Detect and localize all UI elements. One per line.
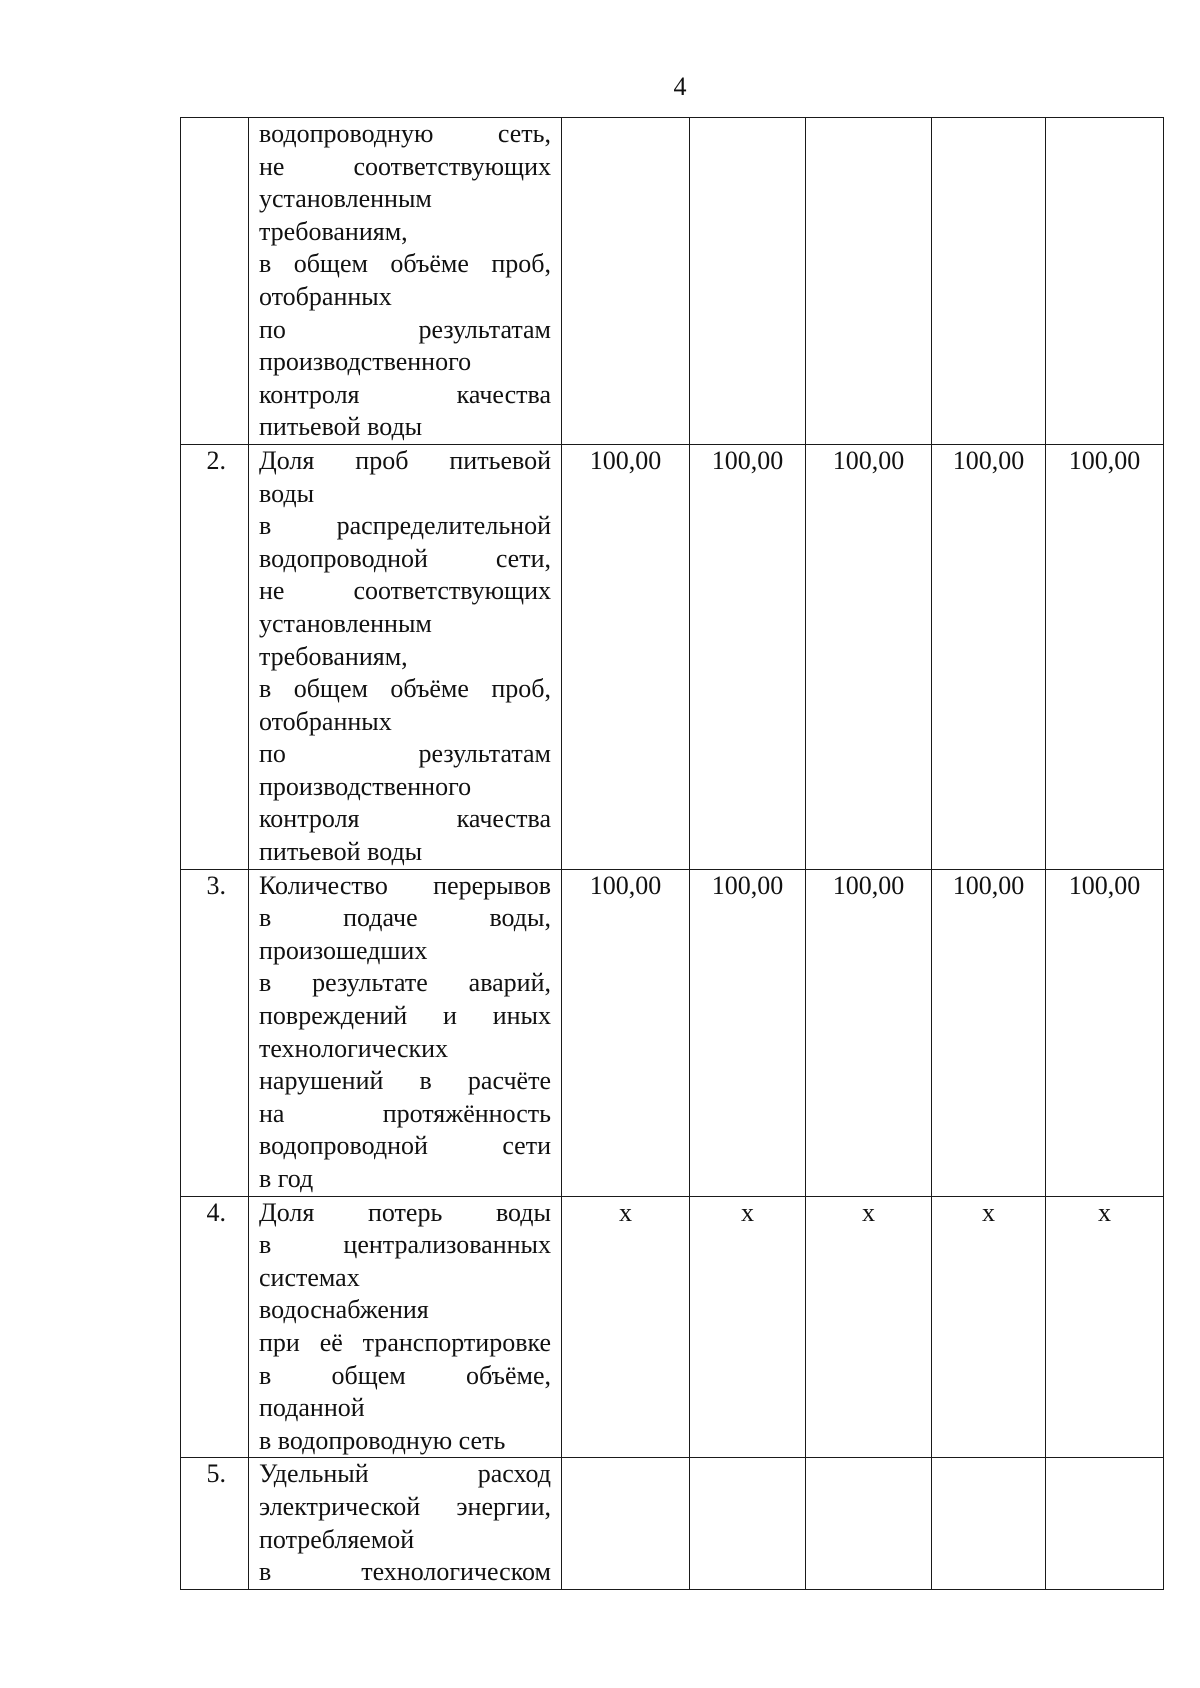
- indicator-text-line: в общем объёме,: [259, 1360, 551, 1390]
- indicator-text-line: производственного: [259, 347, 472, 377]
- value-cell: 100,00: [1046, 869, 1164, 1196]
- value-cell: [690, 118, 806, 445]
- indicator-text-line: в централизованных: [259, 1230, 551, 1260]
- value-cell: 100,00: [932, 444, 1046, 869]
- value-cell: [932, 118, 1046, 445]
- indicator-text-line: на протяжённость: [259, 1098, 551, 1128]
- value-cell: 100,00: [562, 869, 690, 1196]
- indicator-text-line: в общем объёме проб,: [259, 249, 551, 279]
- indicator-name-cell: [249, 1458, 562, 1589]
- indicator-text-line: системах: [259, 1262, 360, 1292]
- value-cell: x: [690, 1196, 806, 1458]
- row-number-cell: 2.: [181, 444, 249, 869]
- value-cell: x: [932, 1196, 1046, 1458]
- indicator-text-line: контроля качества: [259, 804, 551, 834]
- indicator-text-line: в водопроводную сеть: [259, 1425, 506, 1455]
- indicator-text-line: водопроводную сеть,: [259, 119, 551, 148]
- indicator-text-line: водоснабжения: [259, 1295, 429, 1325]
- indicator-text-line: потребляемой: [259, 1524, 415, 1554]
- indicator-name-cell: [249, 118, 562, 445]
- value-cell: x: [1046, 1196, 1164, 1458]
- row-number-cell: 5.: [181, 1458, 249, 1589]
- value-cell: 100,00: [690, 869, 806, 1196]
- indicator-text-line: при её транспортировке: [259, 1327, 551, 1357]
- indicator-text-line: Количество перерывов: [259, 870, 551, 900]
- indicator-text-line: установленным: [259, 184, 432, 214]
- indicator-text-line: повреждений и иных: [259, 1001, 551, 1031]
- value-cell: 100,00: [562, 444, 690, 869]
- value-cell: 100,00: [690, 444, 806, 869]
- indicator-text-line: водопроводной сети,: [259, 543, 551, 573]
- indicator-text-line: Удельный расход: [259, 1459, 551, 1489]
- indicator-text-line: в результате аварий,: [259, 968, 551, 998]
- indicator-text-line: установленным: [259, 608, 432, 638]
- indicator-text-line: в технологическом: [259, 1557, 551, 1587]
- table-row: [181, 444, 1164, 869]
- indicator-text-line: в общем объёме проб,: [259, 674, 551, 704]
- value-cell: [562, 1458, 690, 1589]
- table-row: [181, 1196, 1164, 1458]
- indicator-name-cell: [249, 1196, 562, 1458]
- indicator-text-line: по результатам: [259, 314, 551, 344]
- value-cell: [562, 118, 690, 445]
- indicator-text-line: требованиям,: [259, 641, 408, 671]
- table-row: [181, 118, 1164, 445]
- indicator-text-line: воды: [259, 478, 315, 508]
- value-cell: 100,00: [1046, 444, 1164, 869]
- value-cell: x: [562, 1196, 690, 1458]
- value-cell: [806, 1458, 932, 1589]
- indicator-text-line: питьевой воды: [259, 412, 423, 442]
- indicator-text-line: Доля потерь воды: [259, 1197, 551, 1227]
- value-cell: 100,00: [932, 869, 1046, 1196]
- indicator-name-cell: [249, 869, 562, 1196]
- value-cell: [1046, 1458, 1164, 1589]
- indicator-text-line: по результатам: [259, 739, 551, 769]
- indicator-text-line: в год: [259, 1164, 314, 1193]
- indicator-text-line: технологических: [259, 1033, 449, 1063]
- value-cell: 100,00: [806, 444, 932, 869]
- indicator-text-line: не соответствующих: [259, 576, 551, 606]
- indicator-text-line: водопроводной сети: [259, 1131, 551, 1161]
- indicator-text-line: не соответствующих: [259, 151, 551, 181]
- indicator-text-line: отобранных: [259, 281, 392, 311]
- indicators-table: [180, 117, 1164, 1590]
- value-cell: [932, 1458, 1046, 1589]
- row-number-cell: 4.: [181, 1196, 249, 1458]
- value-cell: x: [806, 1196, 932, 1458]
- indicator-text-line: производственного: [259, 771, 472, 801]
- indicator-text-line: электрической энергии,: [259, 1491, 551, 1521]
- indicator-text-line: Доля проб питьевой: [259, 445, 551, 475]
- indicator-text-line: отобранных: [259, 706, 392, 736]
- row-number-cell: 3.: [181, 869, 249, 1196]
- value-cell: [690, 1458, 806, 1589]
- table-row: [181, 1458, 1164, 1589]
- indicator-text-line: требованиям,: [259, 216, 408, 246]
- indicator-name-cell: [249, 444, 562, 869]
- indicator-text-line: в распределительной: [259, 511, 551, 541]
- page-number: 4: [673, 72, 687, 101]
- table-row: [181, 869, 1164, 1196]
- value-cell: 100,00: [806, 869, 932, 1196]
- indicator-text-line: питьевой воды: [259, 837, 423, 867]
- indicator-text-line: произошедших: [259, 935, 428, 965]
- table-body: [181, 118, 1164, 1590]
- indicator-text-line: поданной: [259, 1393, 365, 1423]
- row-number-cell: [181, 118, 249, 445]
- value-cell: [806, 118, 932, 445]
- value-cell: [1046, 118, 1164, 445]
- indicator-text-line: нарушений в расчёте: [259, 1066, 551, 1096]
- indicator-text-line: в подаче воды,: [259, 903, 551, 933]
- indicator-text-line: контроля качества: [259, 379, 551, 409]
